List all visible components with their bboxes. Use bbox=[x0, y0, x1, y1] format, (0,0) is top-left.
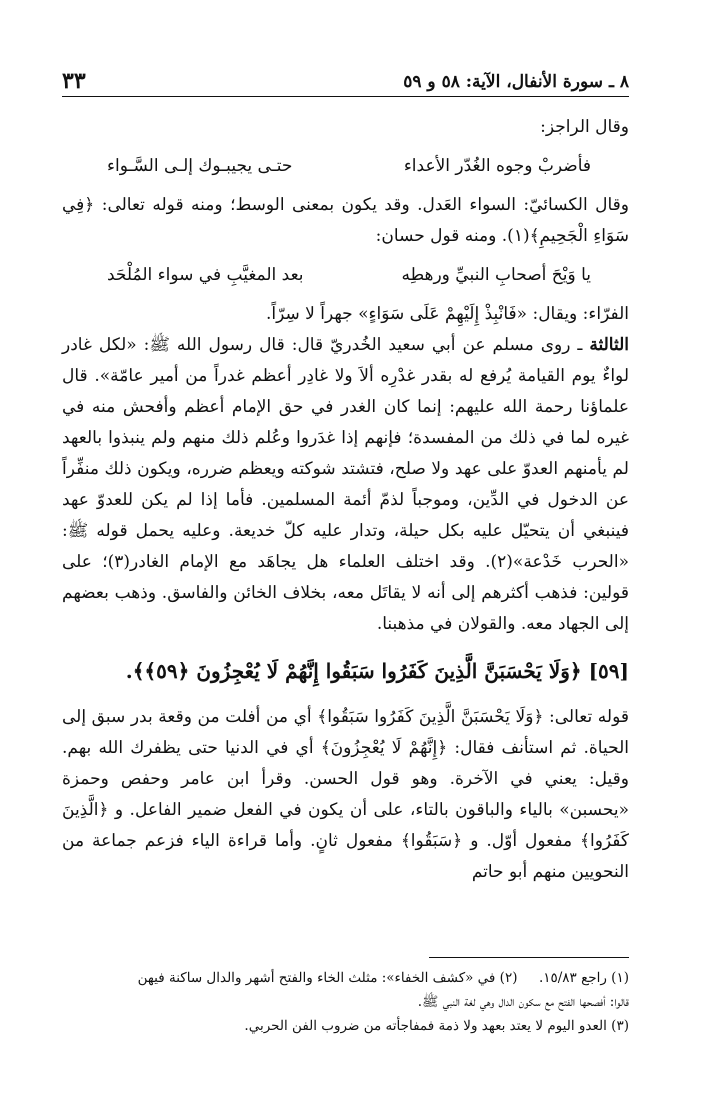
verse-first-hemistich: فأضربْ وجوه الغُدّر الأعداء bbox=[403, 156, 591, 176]
paragraph-kisai: وقال الكسائيّ: السواء العَدل. وقد يكون بمعنى الوسط؛ ومنه قوله تعالى: ﴿فِي سَوَاءِ الْجَحِيمِ﴾(١). ومنه قول حسان: bbox=[62, 195, 629, 246]
page-number: ٣٣ bbox=[62, 68, 86, 94]
paragraph-verse-commentary: قوله تعالى: ﴿وَلَا يَحْسَبَنَّ الَّذِينَ كَفَرُوا سَبَقُوا﴾ أي من أفلت من وقعة بدر سبق إلى الحياة. ثم استأنف فقال: ﴿إِنَّهُمْ لَا يُعْجِزُونَ﴾ أي في الدنيا حتى يظفرك الله بهم. وقيل: يعني في الآخرة. وهو قول الحسن. وقرأ ابن عامر وحفص وحمزة «يحسبن» بالياء والباقون بالتاء، على أن يكون في الفعل ضمير الفاعل. و ﴿الَّذِينَ كَفَرُوا﴾ مفعول أوّل. و ﴿سَبَقُوا﴾ مفعول ثانٍ. وأما قراءة الياء فزعم جماعة من النحويين منهم أبو حاتم bbox=[62, 707, 629, 882]
section-lead-third: الثالثة bbox=[589, 335, 629, 355]
page-body bbox=[62, 112, 629, 888]
paragraph-rajiz: وقال الراجز: bbox=[540, 117, 629, 137]
verse-second-hemistich: بعد المغيَّبِ في سواء المُلْحَد bbox=[107, 265, 304, 285]
running-title: ٨ ـ سورة الأنفال، الآية: ٥٨ و ٥٩ bbox=[403, 72, 629, 92]
footnote-1-2: (١) راجع ١٥/٨٣. (٢) في «كشف الخفاء»: مثلث الخاء والفتح أشهر والدال ساكنة فيهن bbox=[137, 970, 629, 986]
footnote-divider bbox=[429, 957, 629, 958]
paragraph-third-text: ـ روى مسلم عن أبي سعيد الخُدريّ قال: قال رسول الله ﷺ: «لكل غادر لواءٌ يوم القيامة يُرفع له بقدر غدْرِه ألاَ ولا غادِر أعظم غدراً من أمير عامّة». قال علماؤنا رحمة الله عليهم: إنما كان الغدر في حق الإمام أعظم وأفحش منه في غيره لما في ذلك من المفسدة؛ فإنهم إذا غدَروا وعُلم ذلك منهم ولم ينبذوا بالعهد لم يأمنهم العدوّ على عهد ولا صلح، فتشتد شوكته ويعظم ضرره، ويكون ذلك منفِّراً عن الدخول في الدِّين، وموجباً لذمّ أئمة المسلمين. فأما إذا لم يكن للعدوّ عهد فينبغي أن يتحيّل عليه بكل حيلة، وتدار عليه كلّ خديعة. وعليه يحمل قوله ﷺ: «الحرب خَدْعة»(٢). وقد اختلف العلماء هل يجاهَد مع الإمام الغادر(٣)؛ على قولين: فذهب أكثرهم إلى أنه لا يقاتَل معه، بخلاف الخائن والفاسق. وذهب بعضهم إلى الجهاد معه. والقولان في مذهبنا. bbox=[62, 335, 629, 634]
footnote-2-continued: قالوا: أفصحها الفتح مع سكون الدال وهي لغة النبي ﷺ. bbox=[417, 994, 629, 1010]
paragraph-third-issue bbox=[62, 330, 629, 640]
page-header bbox=[62, 62, 629, 97]
verse-first-hemistich: يا وَيْحَ أصحابِ النبيِّ ورهطِه bbox=[401, 265, 591, 285]
verse-59-heading: [٥٩] ﴿وَلَا يَحْسَبَنَّ الَّذِينَ كَفَرُوا سَبَقُوا إِنَّهُمْ لَا يُعْجِزُونَ ﴿٥٩﴾﴾. bbox=[125, 659, 629, 683]
poem-verse-2 bbox=[62, 252, 629, 299]
paragraph-farra: الفرّاء: ويقال: «فَانْبِذْ إِلَيْهِمْ عَلَى سَوَاءٍ» جهراً لا سِرّاً. bbox=[265, 304, 629, 324]
verse-second-hemistich: حتـى يجيبـوك إلـى السَّـواء bbox=[107, 156, 293, 176]
footnote-3: (٣) العدو اليوم لا يعتد بعهد ولا ذمة فمفاجأته من ضروب الفن الحربي. bbox=[244, 1018, 629, 1034]
footnotes bbox=[62, 957, 629, 1038]
poem-verse-1 bbox=[62, 143, 629, 190]
